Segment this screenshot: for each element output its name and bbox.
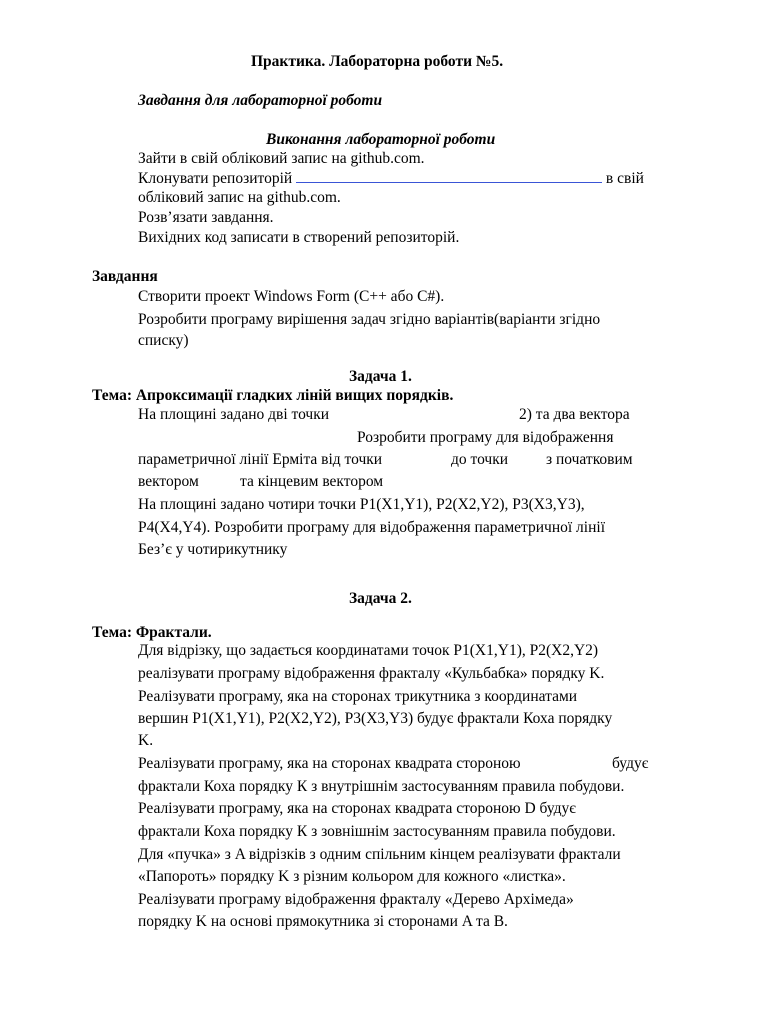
execution-heading: Виконання лабораторної роботи [266,131,496,148]
task2-line: порядку K на основі прямокутника зі сторонами A та B. [138,913,508,930]
task1-line: Без’є у чотирикутнику [138,541,288,558]
task2-line: Для «пучка» з A відрізків з одним спільним кінцем реалізувати фрактали [138,846,621,863]
task2-line: фрактали Коха порядку К з внутрішнім застосуванням правила побудови. [138,778,625,795]
document-title: Практика. Лабораторна роботи №5. [251,53,504,70]
task-section-line: Розробити програму вирішення задач згідно варіантів(варіанти згідно [138,311,601,328]
task2-line: «Папороть» порядку K з різним кольором для кожного «листка». [138,868,566,885]
task2-line: вершин P1(X1,Y1), P2(X2,Y2), P3(X3,Y3) будує фрактали Коха порядку [138,710,613,727]
task-section-line: списку) [138,332,189,349]
task1-line: параметричної лінії Ерміта від точки [138,451,383,468]
task1-line: вектором [138,473,199,490]
task2-line: K. [138,732,154,749]
execution-line: Вихідних код записати в створений репозиторій. [138,229,460,246]
task1-line: з початковим [546,451,633,468]
task1-topic: Тема: Апроксимації гладких ліній вищих порядків. [92,387,454,404]
task-section-line: Створити проект Windows Form (C++ або C#). [138,288,445,305]
repository-blank [296,170,602,183]
task2-heading: Задача 2. [349,590,412,607]
task2-line: Реалізувати програму, яка на сторонах квадрата стороною [138,755,521,772]
task2-line: Реалізувати програму відображення фракталу «Дерево Архімеда» [138,891,574,908]
task2-line: фрактали Коха порядку К з зовнішнім застосуванням правила побудови. [138,823,616,840]
task2-line: реалізувати програму відображення фракталу «Кульбабка» порядку K. [138,665,605,682]
task2-line: будує [612,755,649,772]
task1-line: до точки [451,451,509,468]
task2-line: Для відрізку, що задається координатами точок P1(X1,Y1), P2(X2,Y2) [138,642,599,659]
task1-line: P4(X4,Y4). Розробити програму для відображення параметричної лінії [138,519,606,536]
task1-line: На площині задано чотири точки P1(X1,Y1), P2(X2,Y2), P3(X3,Y3), [138,496,585,513]
task1-line: Розробити програму для відображення [357,429,614,446]
task1-line: На площині задано дві точки [138,406,330,423]
task-section-heading: Завдання [92,268,158,285]
task1-heading: Задача 1. [349,368,412,385]
execution-line: Розв’язати завдання. [138,209,274,226]
execution-line-prefix: Клонувати репозиторій [138,170,297,187]
document-subtitle: Завдання для лабораторної роботи [138,92,383,109]
task2-topic: Тема: Фрактали. [92,624,212,641]
execution-line: обліковий запис на github.com. [138,189,341,206]
task2-line: Реалізувати програму, яка на сторонах квадрата стороною D будує [138,800,576,817]
task1-line: та кінцевим вектором [240,473,384,490]
task1-line: 2) та два вектора [519,406,630,423]
execution-line-suffix: в свій [602,170,644,187]
task2-line: Реалізувати програму, яка на сторонах трикутника з координатами [138,688,578,705]
execution-line [138,169,644,189]
execution-line: Зайти в свій обліковий запис на github.com. [138,150,425,167]
